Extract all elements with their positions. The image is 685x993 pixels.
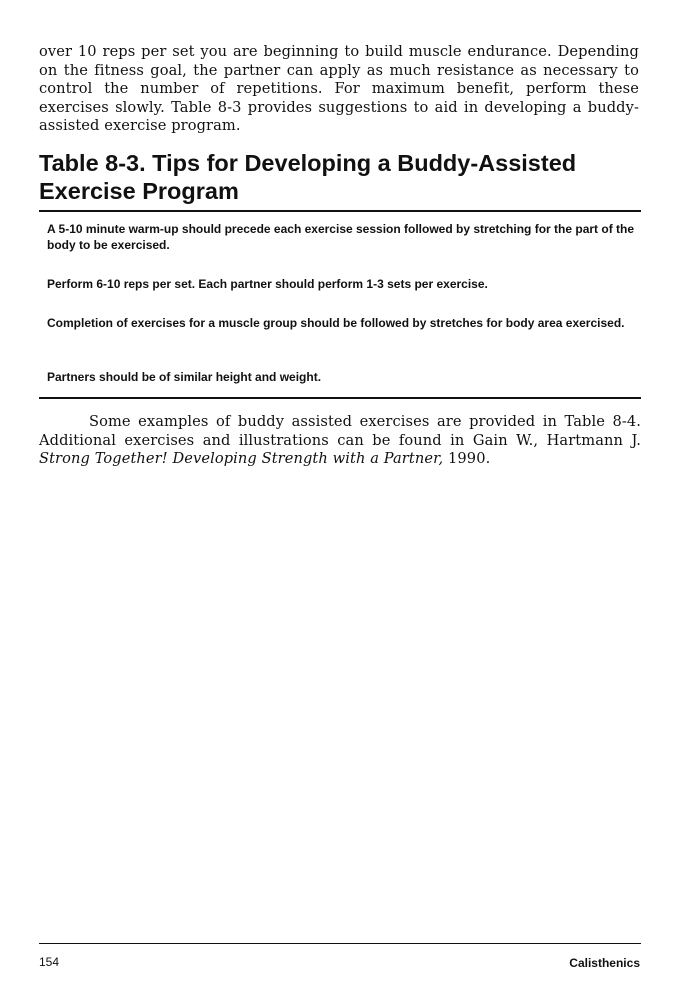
table-top-rule (39, 210, 641, 212)
citation-year: 1990. (443, 450, 491, 467)
tip-item: Completion of exercises for a muscle group should be followed by stretches for body area exercised. (47, 316, 625, 330)
intro-paragraph: over 10 reps per set you are beginning to build muscle endurance. Depending on the fitness goal, the partner can apply as much resistance as necessary to control the number of repetitions. For maximum benefit, perform these exercises slowly. Table 8-3 provides suggestions to aid in developing a buddy-assisted exercise program. (39, 43, 639, 134)
tip-item: Partners should be of similar height and weight. (47, 370, 322, 384)
tip-item: Perform 6-10 reps per set. Each partner should perform 1-3 sets per exercise. (47, 277, 488, 291)
body-paragraph-text: Some examples of buddy assisted exercises are provided in Table 8-4. Additional exercises and illustrations can be found in Gain W., Hartmann J. (39, 413, 641, 449)
page-number: 154 (39, 955, 60, 969)
running-title: Calisthenics (569, 956, 640, 970)
tip-item: A 5-10 minute warm-up should precede each exercise session followed by stretching for the part of the body to be exercised. (47, 222, 635, 252)
table-title: Table 8-3. Tips for Developing a Buddy-Assisted Exercise Program (39, 150, 577, 204)
citation-title: Strong Together! Developing Strength with a Partner, (39, 450, 444, 467)
body-paragraph (39, 413, 641, 469)
table-bottom-rule (39, 397, 641, 399)
footer-rule (39, 943, 641, 944)
